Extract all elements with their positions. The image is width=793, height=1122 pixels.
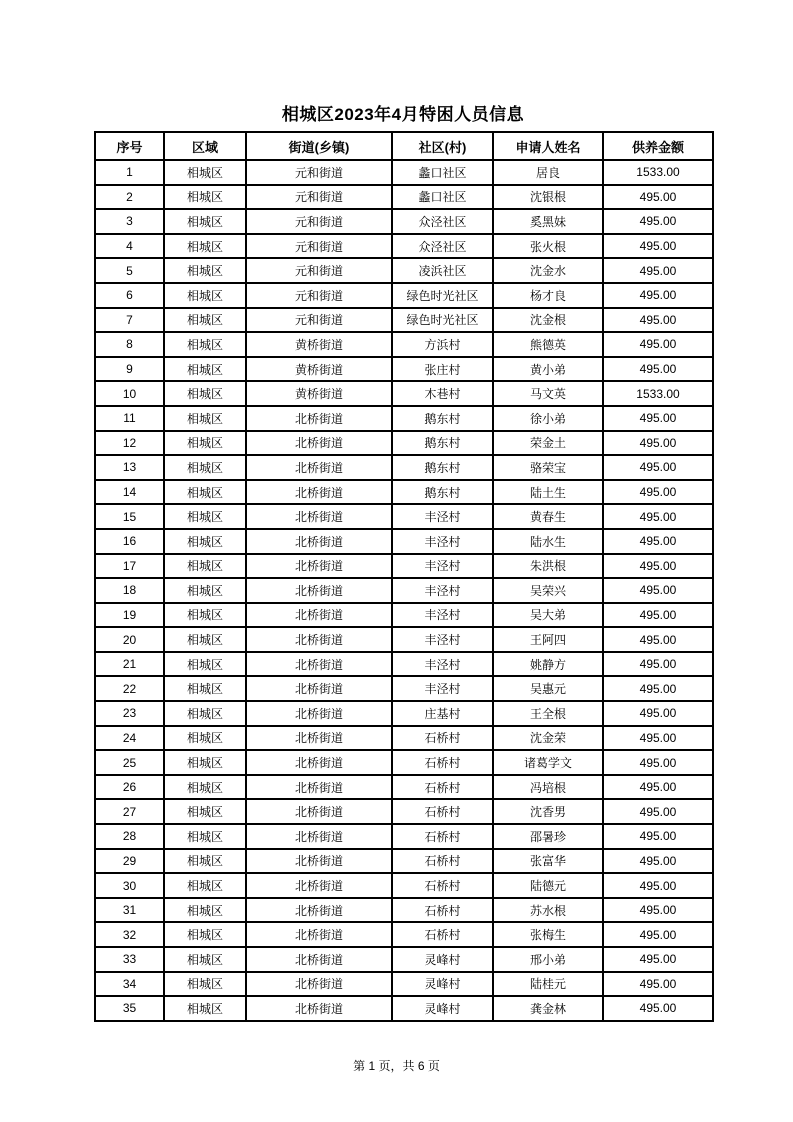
cell-street: 元和街道 [246,308,392,333]
cell-community: 丰泾村 [392,603,493,628]
cell-region: 相城区 [164,209,246,234]
cell-amount: 495.00 [603,750,713,775]
cell-community: 石桥村 [392,750,493,775]
cell-region: 相城区 [164,185,246,210]
table-row [95,898,713,923]
table-row [95,726,713,751]
cell-amount: 495.00 [603,480,713,505]
table-row [95,332,713,357]
cell-index: 16 [95,529,164,554]
cell-amount: 495.00 [603,873,713,898]
cell-amount: 495.00 [603,922,713,947]
cell-region: 相城区 [164,849,246,874]
table-row [95,701,713,726]
table-row [95,258,713,283]
page-title: 相城区2023年4月特困人员信息 [281,105,525,124]
cell-amount: 495.00 [603,332,713,357]
cell-amount: 495.00 [603,676,713,701]
cell-index: 20 [95,627,164,652]
cell-region: 相城区 [164,455,246,480]
cell-index: 29 [95,849,164,874]
cell-index: 1 [95,160,164,185]
cell-region: 相城区 [164,160,246,185]
cell-street: 北桥街道 [246,676,392,701]
table-row [95,185,713,210]
cell-street: 黄桥街道 [246,332,392,357]
cell-applicant-name: 沈香男 [493,799,603,824]
cell-index: 10 [95,381,164,406]
cell-applicant-name: 张梅生 [493,922,603,947]
cell-applicant-name: 王全根 [493,701,603,726]
cell-index: 8 [95,332,164,357]
cell-region: 相城区 [164,947,246,972]
cell-community: 石桥村 [392,824,493,849]
cell-index: 18 [95,578,164,603]
cell-street: 北桥街道 [246,455,392,480]
cell-index: 19 [95,603,164,628]
cell-community: 庄基村 [392,701,493,726]
cell-amount: 495.00 [603,234,713,259]
cell-community: 众泾社区 [392,234,493,259]
column-header-index: 序号 [95,132,164,160]
cell-applicant-name: 居良 [493,160,603,185]
cell-street: 北桥街道 [246,972,392,997]
cell-community: 石桥村 [392,898,493,923]
column-header-street: 街道(乡镇) [246,132,392,160]
cell-community: 方浜村 [392,332,493,357]
cell-street: 黄桥街道 [246,381,392,406]
cell-amount: 495.00 [603,554,713,579]
cell-street: 元和街道 [246,185,392,210]
cell-applicant-name: 沈金水 [493,258,603,283]
cell-street: 元和街道 [246,258,392,283]
cell-region: 相城区 [164,357,246,382]
cell-applicant-name: 熊德英 [493,332,603,357]
table-row [95,554,713,579]
cell-index: 7 [95,308,164,333]
cell-region: 相城区 [164,873,246,898]
cell-index: 6 [95,283,164,308]
cell-community: 丰泾村 [392,529,493,554]
cell-applicant-name: 邵暑珍 [493,824,603,849]
table-row [95,603,713,628]
cell-street: 元和街道 [246,160,392,185]
table-header-row [95,132,713,160]
cell-community: 众泾社区 [392,209,493,234]
cell-amount: 495.00 [603,578,713,603]
cell-amount: 495.00 [603,701,713,726]
cell-community: 丰泾村 [392,578,493,603]
cell-index: 25 [95,750,164,775]
cell-applicant-name: 王阿四 [493,627,603,652]
cell-index: 26 [95,775,164,800]
cell-region: 相城区 [164,603,246,628]
cell-region: 相城区 [164,824,246,849]
cell-applicant-name: 黄小弟 [493,357,603,382]
cell-street: 北桥街道 [246,996,392,1021]
table-row [95,160,713,185]
cell-amount: 495.00 [603,504,713,529]
table-row [95,283,713,308]
cell-amount: 1533.00 [603,160,713,185]
cell-street: 北桥街道 [246,652,392,677]
cell-amount: 495.00 [603,627,713,652]
cell-street: 北桥街道 [246,947,392,972]
cell-community: 绿色时光社区 [392,283,493,308]
table-row [95,209,713,234]
cell-region: 相城区 [164,750,246,775]
cell-street: 北桥街道 [246,873,392,898]
cell-street: 北桥街道 [246,431,392,456]
cell-community: 丰泾村 [392,676,493,701]
cell-index: 9 [95,357,164,382]
cell-community: 石桥村 [392,922,493,947]
cell-street: 北桥街道 [246,898,392,923]
cell-amount: 495.00 [603,455,713,480]
cell-region: 相城区 [164,504,246,529]
cell-region: 相城区 [164,283,246,308]
cell-amount: 495.00 [603,603,713,628]
cell-street: 北桥街道 [246,529,392,554]
cell-community: 石桥村 [392,799,493,824]
table-row [95,627,713,652]
table-row [95,234,713,259]
cell-index: 3 [95,209,164,234]
cell-amount: 495.00 [603,972,713,997]
cell-community: 木巷村 [392,381,493,406]
cell-street: 北桥街道 [246,824,392,849]
cell-index: 21 [95,652,164,677]
column-header-applicant-name: 申请人姓名 [493,132,603,160]
cell-street: 北桥街道 [246,627,392,652]
table-row [95,431,713,456]
cell-applicant-name: 陆土生 [493,480,603,505]
cell-street: 黄桥街道 [246,357,392,382]
cell-amount: 495.00 [603,898,713,923]
cell-community: 石桥村 [392,775,493,800]
cell-region: 相城区 [164,381,246,406]
cell-street: 北桥街道 [246,480,392,505]
cell-amount: 495.00 [603,824,713,849]
cell-applicant-name: 奚黑妹 [493,209,603,234]
cell-community: 鹅东村 [392,480,493,505]
cell-region: 相城区 [164,234,246,259]
cell-amount: 495.00 [603,726,713,751]
cell-region: 相城区 [164,406,246,431]
table-row [95,676,713,701]
cell-applicant-name: 张火根 [493,234,603,259]
cell-region: 相城区 [164,332,246,357]
cell-index: 23 [95,701,164,726]
cell-amount: 495.00 [603,209,713,234]
cell-applicant-name: 吴荣兴 [493,578,603,603]
cell-index: 17 [95,554,164,579]
table-row [95,455,713,480]
cell-region: 相城区 [164,922,246,947]
persons-table [94,131,714,1022]
cell-applicant-name: 陆水生 [493,529,603,554]
cell-street: 北桥街道 [246,406,392,431]
cell-community: 丰泾村 [392,627,493,652]
cell-region: 相城区 [164,480,246,505]
cell-street: 北桥街道 [246,775,392,800]
cell-applicant-name: 朱洪根 [493,554,603,579]
cell-region: 相城区 [164,972,246,997]
cell-index: 2 [95,185,164,210]
cell-applicant-name: 荣金土 [493,431,603,456]
cell-region: 相城区 [164,701,246,726]
cell-community: 灵峰村 [392,996,493,1021]
cell-index: 13 [95,455,164,480]
cell-amount: 495.00 [603,431,713,456]
cell-region: 相城区 [164,578,246,603]
cell-community: 鹅东村 [392,455,493,480]
cell-community: 石桥村 [392,849,493,874]
cell-index: 14 [95,480,164,505]
cell-applicant-name: 姚静方 [493,652,603,677]
cell-index: 24 [95,726,164,751]
column-header-amount: 供养金额 [603,132,713,160]
cell-applicant-name: 黄春生 [493,504,603,529]
cell-index: 30 [95,873,164,898]
table-row [95,922,713,947]
table-row [95,775,713,800]
cell-region: 相城区 [164,799,246,824]
cell-community: 绿色时光社区 [392,308,493,333]
cell-index: 27 [95,799,164,824]
cell-index: 12 [95,431,164,456]
cell-region: 相城区 [164,676,246,701]
cell-index: 22 [95,676,164,701]
table-row [95,947,713,972]
cell-street: 北桥街道 [246,603,392,628]
cell-street: 北桥街道 [246,726,392,751]
table-row [95,972,713,997]
cell-index: 11 [95,406,164,431]
cell-index: 35 [95,996,164,1021]
cell-index: 5 [95,258,164,283]
cell-applicant-name: 冯培根 [493,775,603,800]
cell-applicant-name: 沈金根 [493,308,603,333]
cell-region: 相城区 [164,898,246,923]
cell-region: 相城区 [164,258,246,283]
column-header-region: 区域 [164,132,246,160]
cell-region: 相城区 [164,627,246,652]
cell-region: 相城区 [164,775,246,800]
cell-applicant-name: 骆荣宝 [493,455,603,480]
cell-street: 北桥街道 [246,922,392,947]
table-row [95,406,713,431]
table-row [95,308,713,333]
cell-community: 石桥村 [392,726,493,751]
cell-applicant-name: 陆桂元 [493,972,603,997]
cell-community: 张庄村 [392,357,493,382]
cell-index: 28 [95,824,164,849]
cell-applicant-name: 沈银根 [493,185,603,210]
column-header-community: 社区(村) [392,132,493,160]
cell-street: 北桥街道 [246,504,392,529]
cell-amount: 495.00 [603,996,713,1021]
table-row [95,504,713,529]
cell-region: 相城区 [164,652,246,677]
cell-applicant-name: 诸葛学文 [493,750,603,775]
cell-community: 石桥村 [392,873,493,898]
cell-community: 凌浜社区 [392,258,493,283]
cell-amount: 495.00 [603,799,713,824]
cell-street: 北桥街道 [246,799,392,824]
cell-amount: 495.00 [603,283,713,308]
cell-amount: 495.00 [603,308,713,333]
table-row [95,873,713,898]
cell-applicant-name: 苏水根 [493,898,603,923]
cell-applicant-name: 张富华 [493,849,603,874]
cell-community: 蠡口社区 [392,185,493,210]
cell-amount: 495.00 [603,529,713,554]
cell-amount: 495.00 [603,849,713,874]
table-row [95,996,713,1021]
cell-applicant-name: 沈金荣 [493,726,603,751]
cell-community: 灵峰村 [392,972,493,997]
cell-amount: 495.00 [603,947,713,972]
cell-amount: 495.00 [603,652,713,677]
table-row [95,357,713,382]
cell-street: 北桥街道 [246,849,392,874]
cell-community: 灵峰村 [392,947,493,972]
table-row [95,480,713,505]
cell-applicant-name: 龚金林 [493,996,603,1021]
cell-amount: 495.00 [603,406,713,431]
cell-community: 蠡口社区 [392,160,493,185]
cell-street: 北桥街道 [246,750,392,775]
cell-applicant-name: 马文英 [493,381,603,406]
table-row [95,750,713,775]
cell-amount: 495.00 [603,357,713,382]
cell-index: 32 [95,922,164,947]
table-row [95,578,713,603]
cell-applicant-name: 吴惠元 [493,676,603,701]
cell-applicant-name: 杨才良 [493,283,603,308]
cell-index: 15 [95,504,164,529]
cell-region: 相城区 [164,529,246,554]
cell-community: 丰泾村 [392,504,493,529]
cell-index: 31 [95,898,164,923]
cell-community: 丰泾村 [392,554,493,579]
cell-index: 33 [95,947,164,972]
cell-amount: 495.00 [603,258,713,283]
table-row [95,381,713,406]
cell-applicant-name: 吴大弟 [493,603,603,628]
cell-street: 北桥街道 [246,554,392,579]
cell-applicant-name: 陆德元 [493,873,603,898]
cell-community: 丰泾村 [392,652,493,677]
cell-applicant-name: 徐小弟 [493,406,603,431]
cell-applicant-name: 邢小弟 [493,947,603,972]
table-row [95,652,713,677]
cell-community: 鹅东村 [392,431,493,456]
cell-amount: 1533.00 [603,381,713,406]
page-number: 第 1 页，共 6 页 [353,1059,440,1073]
table-row [95,849,713,874]
cell-street: 元和街道 [246,283,392,308]
cell-index: 4 [95,234,164,259]
cell-street: 北桥街道 [246,701,392,726]
cell-street: 北桥街道 [246,578,392,603]
cell-region: 相城区 [164,431,246,456]
cell-region: 相城区 [164,996,246,1021]
table-row [95,529,713,554]
cell-amount: 495.00 [603,185,713,210]
cell-community: 鹅东村 [392,406,493,431]
table-row [95,799,713,824]
cell-amount: 495.00 [603,775,713,800]
cell-street: 元和街道 [246,209,392,234]
cell-street: 元和街道 [246,234,392,259]
cell-region: 相城区 [164,726,246,751]
table-body [95,160,713,1021]
cell-index: 34 [95,972,164,997]
table-row [95,824,713,849]
cell-region: 相城区 [164,554,246,579]
cell-region: 相城区 [164,308,246,333]
